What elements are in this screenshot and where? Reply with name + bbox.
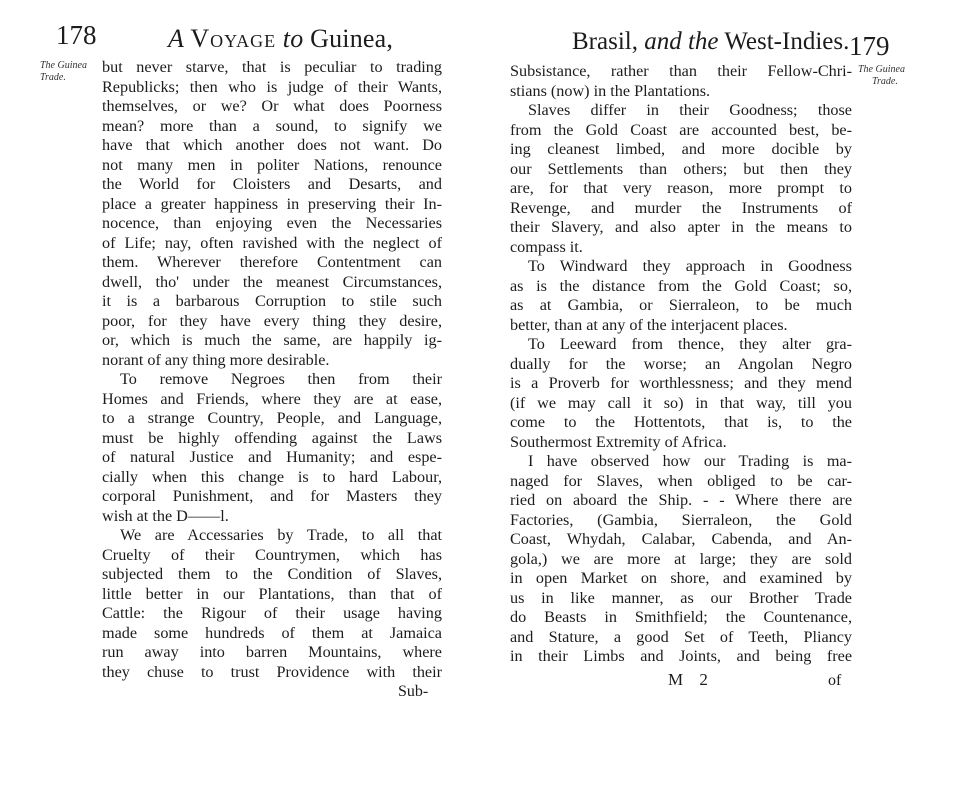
text-line: are, for that very reason, more prompt to [510, 179, 852, 197]
left-catchword: Sub- [398, 683, 429, 700]
text-line: of natural Justice and Humanity; and espe- [102, 448, 442, 466]
text-line: norant of any thing more desirable. [102, 350, 330, 369]
text-line: cially when this change is to hard Labour, [102, 467, 442, 486]
text-line: and Stature, a good Set of Teeth, Pliancy [510, 627, 852, 646]
text-line: dually for the worse; an Angolan Negro [510, 354, 852, 373]
text-line: gola,) we are more at large; they are sold [510, 549, 852, 568]
right-body-text [510, 62, 852, 667]
text-line: their Slavery, and also apter in the means to [510, 218, 852, 236]
text-line: wish at the D——l. [102, 506, 229, 525]
text-line: is a Proverb for worthlessness; and they mend [510, 374, 852, 392]
text-line: run away into barren Mountains, where [102, 643, 442, 661]
left-page-number: 178 [56, 20, 97, 50]
signature-mark: M 2 [668, 670, 714, 689]
text-line: corporal Punishment, and for Masters they [102, 487, 442, 505]
title-voyage: Voyage [190, 24, 277, 53]
text-line: they chuse to trust Providence with their [102, 662, 442, 681]
text-line: Subsistance, rather than their Fellow-Chri- [510, 62, 852, 80]
text-line: Factories, (Gambia, Sierraleon, the Gold [510, 510, 852, 529]
text-line: place a greater happiness in preserving their In- [102, 194, 442, 213]
text-line: as at Gambia, or Sierraleon, to be much [510, 296, 852, 314]
marginal-note-line-1: The Guinea [40, 60, 87, 71]
text-line: (if we may call it so) in that way, till you [510, 393, 852, 412]
title-article: A [168, 24, 191, 53]
right-page [490, 0, 980, 789]
text-line: or, which is much the same, are happily ig- [102, 331, 442, 349]
text-line: come to the Hottentots, that is, to the [510, 413, 852, 431]
left-marginal-note [40, 60, 102, 84]
text-line: poor, for they have every thing they desire, [102, 311, 442, 330]
text-line: little better in our Plantations, than that of [102, 584, 442, 603]
text-line: To Leeward from thence, they alter gra- [528, 335, 852, 353]
text-line: We are Accessaries by Trade, to all that [120, 526, 442, 544]
text-line: Coast, Whydah, Calabar, Cabenda, and An- [510, 530, 852, 548]
text-line: in their Limbs and Joints, and being free [510, 647, 852, 665]
right-page-number: 179 [849, 31, 890, 61]
text-line: nocence, than enjoying even the Necessaries [102, 214, 442, 232]
text-line: our Settlements than others; but then they [510, 159, 852, 178]
text-line: in open Market on shore, and examined by [510, 569, 852, 587]
text-line: it is a barbarous Corruption to stile such [102, 292, 442, 310]
text-line: Cattle: the Rigour of their usage having [102, 604, 442, 622]
text-line: us in like manner, as our Brother Trade [510, 588, 852, 607]
text-line: Southermost Extremity of Africa. [510, 432, 727, 451]
text-line: must be highly offending against the Laws [102, 428, 442, 447]
marginal-note-line-2: Trade. [872, 76, 898, 87]
text-line: compass it. [510, 237, 583, 256]
text-line: not many men in politer Nations, renounce [102, 155, 442, 174]
text-line: of Life; nay, often ravished with the neglect of [102, 233, 442, 252]
left-running-title [168, 24, 393, 54]
text-line: dwell, tho' under the meanest Circumstances, [102, 272, 442, 291]
title-west-indies: West-Indies. [718, 28, 850, 55]
text-line: better, than at any of the interjacent places. [510, 315, 788, 334]
text-line: stians (now) in the Plantations. [510, 81, 711, 100]
text-line: subjected them to the Condition of Slaves, [102, 565, 442, 583]
right-marginal-note [858, 64, 918, 88]
title-guinea: Guinea, [310, 24, 394, 53]
title-brasil: Brasil, [572, 28, 645, 55]
text-line: made some hundreds of them at Jamaica [102, 623, 442, 642]
text-line: To remove Negroes then from their [120, 370, 442, 388]
text-line: have that which another does not want. Do [102, 136, 442, 154]
marginal-note-line-2: Trade. [40, 72, 66, 83]
right-catchword: of [828, 672, 842, 689]
text-line: Republicks; then who is judge of their Wants, [102, 77, 442, 96]
text-line: Revenge, and murder the Instruments of [510, 198, 852, 217]
title-to: to [276, 24, 311, 53]
title-and-the: and the [644, 28, 719, 55]
text-line: the World for Cloisters and Desarts, and [102, 175, 442, 193]
text-line: themselves, or we? Or what does Poorness [102, 97, 442, 115]
text-line: Homes and Friends, where they are at ease, [102, 389, 442, 408]
text-line: Slaves differ in their Goodness; those [528, 101, 852, 119]
left-body-text [102, 58, 442, 682]
text-line: Cruelty of their Countrymen, which has [102, 545, 442, 564]
text-line: mean? more than a sound, to signify we [102, 116, 442, 135]
text-line: as is the distance from the Gold Coast; so, [510, 276, 852, 295]
text-line: from the Gold Coast are accounted best, be- [510, 120, 852, 139]
right-running-title [572, 28, 849, 56]
text-line: ing cleanest limbed, and more docible by [510, 140, 852, 158]
text-line: To Windward they approach in Goodness [528, 257, 852, 275]
text-line: but never starve, that is peculiar to trading [102, 58, 442, 76]
text-line: to a strange Country, People, and Language, [102, 409, 442, 427]
text-line: naged for Slaves, when obliged to be car- [510, 471, 852, 490]
text-line: do Beasts in Smithfield; the Countenance, [510, 608, 852, 626]
marginal-note-line-1: The Guinea [858, 64, 905, 75]
text-line: I have observed how our Trading is ma- [528, 452, 852, 470]
text-line: ried on aboard the Ship. - - Where there are [510, 491, 852, 509]
text-line: them. Wherever therefore Contentment can [102, 253, 442, 271]
